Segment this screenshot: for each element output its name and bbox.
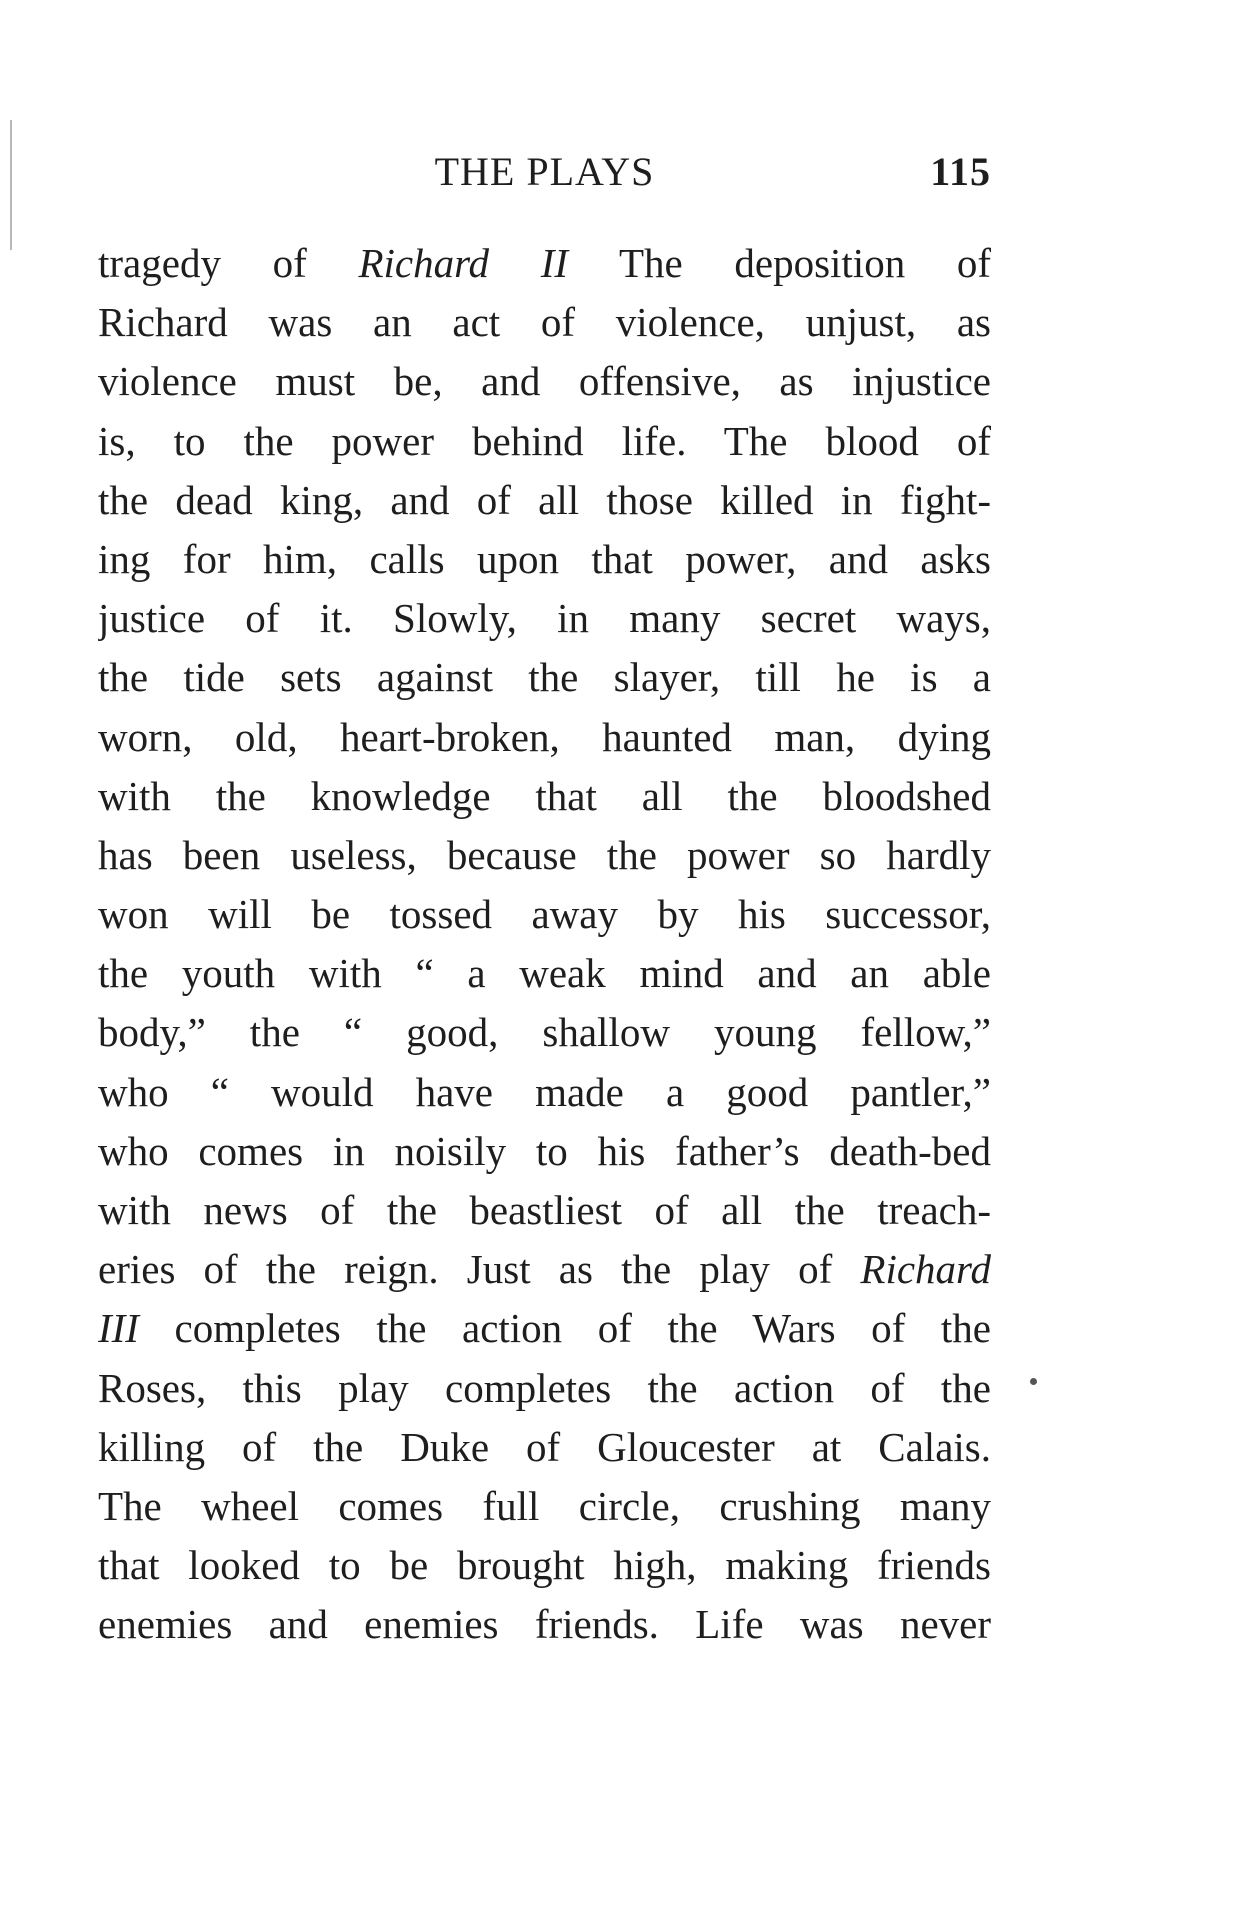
text-line: killing of the Duke of Gloucester at Calais. (98, 1423, 991, 1470)
body-text (98, 234, 991, 1655)
text-line: the tide sets against the slayer, till he is a (98, 654, 991, 701)
text-line: is, to the power behind life. The blood of (98, 417, 991, 464)
text-line: justice of it. Slowly, in many secret ways, (98, 595, 991, 642)
running-title: THE PLAYS (434, 149, 655, 194)
text-line: Richard was an act of violence, unjust, as (98, 299, 991, 346)
text-line: III completes the action of the Wars of the (98, 1305, 991, 1352)
text-line: tragedy of Richard II The deposition of (98, 240, 991, 286)
margin-speck (1030, 1378, 1037, 1385)
text-line: The wheel comes full circle, crushing many (98, 1482, 991, 1529)
scan-edge-mark (10, 120, 12, 250)
text-line: worn, old, heart-broken, haunted man, dying (98, 713, 991, 760)
page-number: 115 (930, 149, 991, 194)
italic-title: III (98, 1305, 139, 1352)
running-head (98, 148, 991, 208)
text-line: ing for him, calls upon that power, and asks (98, 535, 991, 582)
text-line: eries of the reign. Just as the play of Richard (98, 1246, 991, 1293)
text-line: who “ would have made a good pantler,” (98, 1068, 991, 1115)
italic-title: Richard (860, 1246, 991, 1293)
text-line: with the knowledge that all the bloodshed (98, 772, 991, 819)
text-line: enemies and enemies friends. Life was never (98, 1601, 991, 1648)
text-line: has been useless, because the power so hardly (98, 831, 991, 878)
text-line: the youth with “ a weak mind and an able (98, 950, 991, 997)
text-line: Roses, this play completes the action of the (98, 1364, 991, 1411)
text-line: the dead king, and of all those killed in fight- (98, 476, 991, 523)
text-line: body,” the “ good, shallow young fellow,” (98, 1009, 991, 1056)
text-line: with news of the beastliest of all the treach- (98, 1187, 991, 1233)
text-line: won will be tossed away by his successor, (98, 891, 991, 938)
italic-title: Richard II (358, 240, 569, 286)
text-line: violence must be, and offensive, as injustice (98, 358, 991, 405)
text-line: that looked to be brought high, making friends (98, 1542, 991, 1589)
text-line: who comes in noisily to his father’s death-bed (98, 1127, 991, 1174)
